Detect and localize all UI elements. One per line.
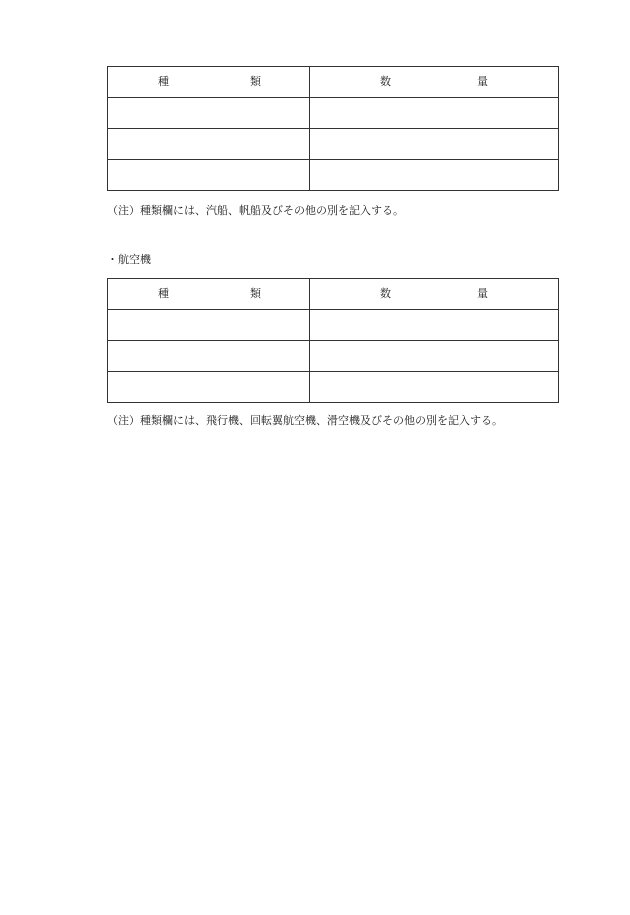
ship-type-header	[108, 67, 310, 98]
aircraft-table-header-row	[108, 279, 559, 310]
ship-table-note: （注）種類欄には、汽船、帆船及びその他の別を記入する。	[107, 204, 404, 217]
aircraft-type-header-char-1: 種	[158, 287, 169, 300]
ship-type-cell[interactable]	[108, 98, 310, 129]
aircraft-quantity-header-char-2: 量	[477, 287, 488, 300]
ship-table	[107, 66, 559, 191]
ship-type-header-char-1: 種	[158, 75, 169, 88]
ship-quantity-header	[310, 67, 559, 98]
table-row	[108, 129, 559, 160]
aircraft-quantity-cell[interactable]	[310, 341, 559, 372]
ship-quantity-header-char-1: 数	[380, 75, 391, 88]
ship-quantity-cell[interactable]	[310, 129, 559, 160]
ship-table-header-row	[108, 67, 559, 98]
aircraft-type-header-char-2: 類	[250, 287, 261, 300]
aircraft-table-note: （注）種類欄には、飛行機、回転翼航空機、滑空機及びその他の別を記入する。	[107, 414, 503, 427]
ship-quantity-cell[interactable]	[310, 98, 559, 129]
aircraft-quantity-cell[interactable]	[310, 310, 559, 341]
aircraft-table	[107, 278, 559, 403]
aircraft-section-heading: ・航空機	[107, 253, 151, 266]
table-row	[108, 341, 559, 372]
aircraft-quantity-header	[310, 279, 559, 310]
ship-type-cell[interactable]	[108, 129, 310, 160]
aircraft-type-cell[interactable]	[108, 372, 310, 403]
ship-type-header-char-2: 類	[250, 75, 261, 88]
ship-quantity-cell[interactable]	[310, 160, 559, 191]
table-row	[108, 372, 559, 403]
aircraft-type-cell[interactable]	[108, 341, 310, 372]
aircraft-type-header	[108, 279, 310, 310]
table-row	[108, 160, 559, 191]
aircraft-quantity-header-char-1: 数	[380, 287, 391, 300]
table-row	[108, 98, 559, 129]
ship-quantity-header-char-2: 量	[477, 75, 488, 88]
aircraft-quantity-cell[interactable]	[310, 372, 559, 403]
aircraft-type-cell[interactable]	[108, 310, 310, 341]
ship-type-cell[interactable]	[108, 160, 310, 191]
table-row	[108, 310, 559, 341]
